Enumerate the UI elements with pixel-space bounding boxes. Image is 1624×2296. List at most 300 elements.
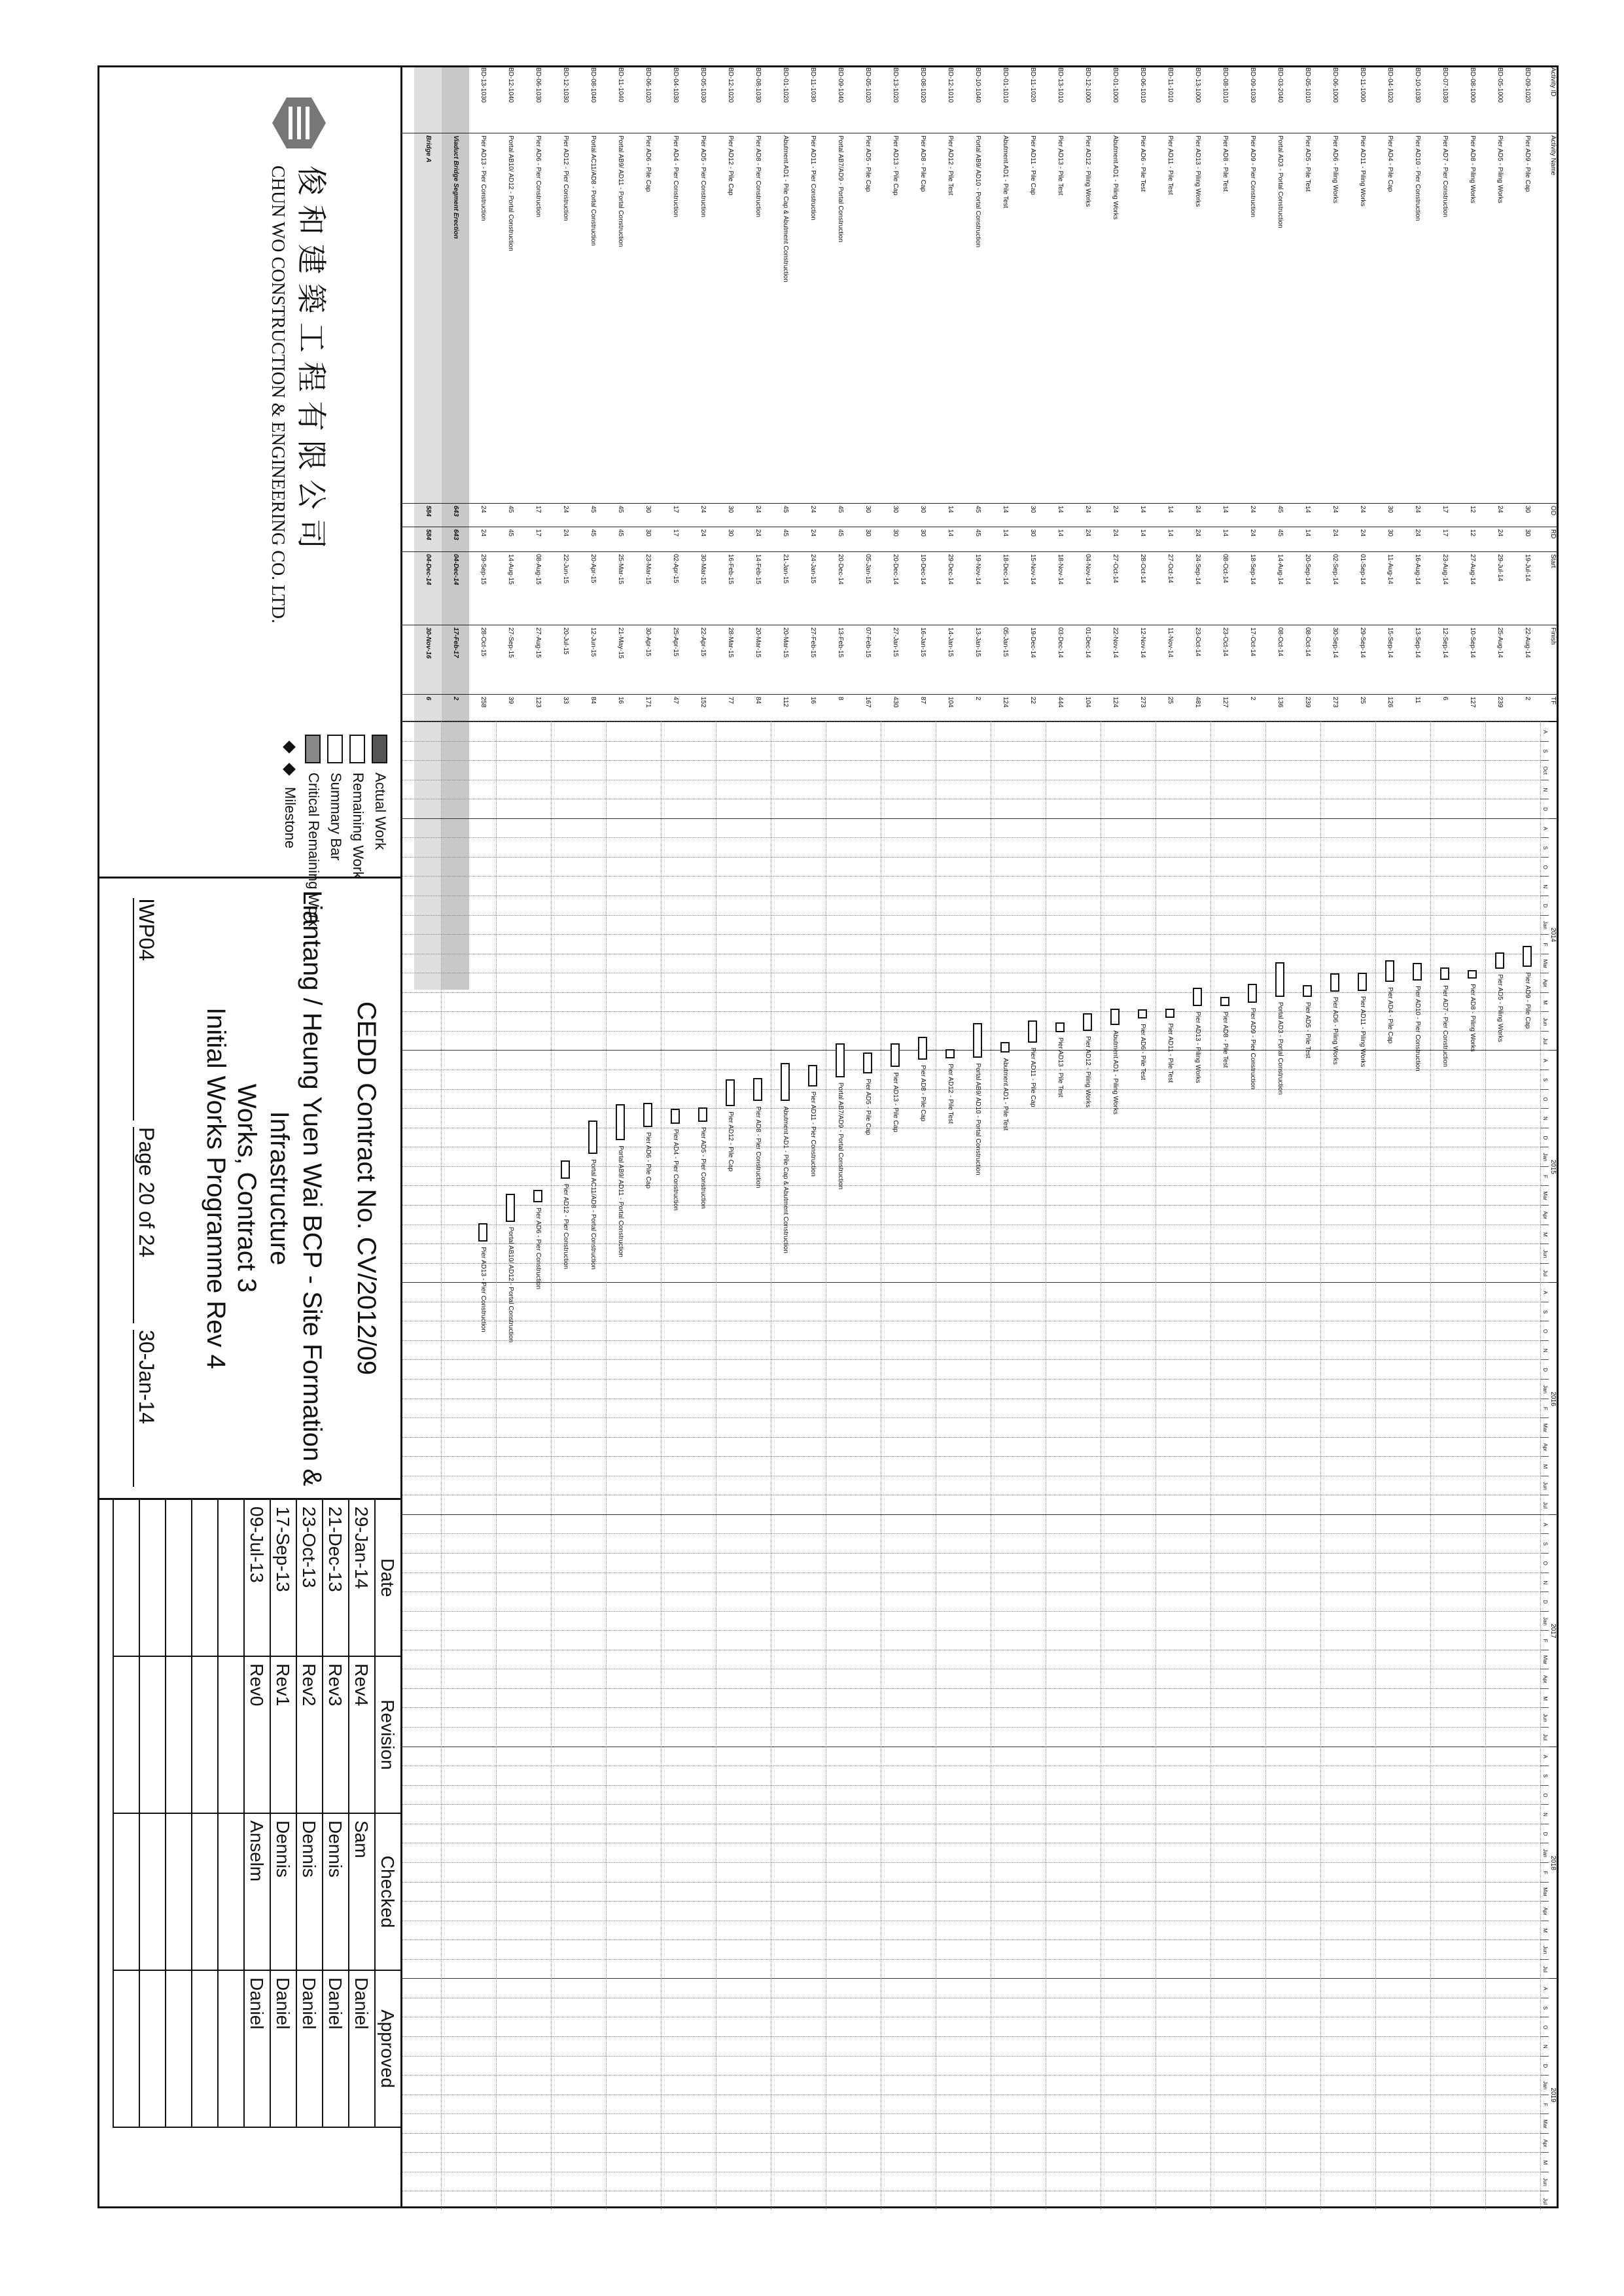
cell-id: BD-06-1030 <box>535 67 542 103</box>
cell-rd: 14 <box>1304 529 1311 537</box>
activity-bar-label: Abutment AD1 - Pile Cap & Abutment Construction <box>782 1106 789 1253</box>
cell-tf: 2 <box>974 697 981 701</box>
revision-cell <box>139 1814 165 1971</box>
activity-bar-label: Pier AD7 - Pier Construction <box>1441 985 1449 1068</box>
activity-bar-label: Pier AD11 - Pile Cap <box>1029 1047 1036 1107</box>
activity-bar <box>836 1043 845 1077</box>
issue-date: 30-Jan-14 <box>135 1330 158 1425</box>
milestone-diamond-icon <box>283 763 296 776</box>
cell-tf: 47 <box>672 697 679 704</box>
month-header: Oct <box>1541 760 1549 780</box>
cell-id: BD-07-1030 <box>1441 67 1449 103</box>
cell-id: BD-11-1010 <box>1167 67 1174 103</box>
cell-name: Pier AD8 - Piling Works <box>1469 135 1476 203</box>
cell-start: 27-Oct-14 <box>1112 554 1119 583</box>
revision-cell: Daniel <box>348 1971 374 2128</box>
cell-od: 24 <box>809 506 817 513</box>
cell-id: BD-13-1000 <box>1194 67 1201 103</box>
cell-tf: 239 <box>1304 697 1311 708</box>
cell-id: BD-12-1030 <box>562 67 569 103</box>
cell-start: 14-Aug-14 <box>1277 554 1284 585</box>
month-header: D <box>1541 2056 1549 2076</box>
activity-bar <box>1440 967 1449 980</box>
row-separator <box>1320 722 1321 2210</box>
month-header: S <box>1541 1998 1549 2018</box>
cell-finish: 13-Feb-15 <box>837 627 844 658</box>
gantt-timeline <box>402 722 1557 2210</box>
cell-id: BD-08-1040 <box>590 67 597 103</box>
activity-bar <box>1495 952 1504 969</box>
cell-tf: 136 <box>1277 697 1284 708</box>
revision-header-cell: Checked <box>374 1814 400 1971</box>
cell-od: 45 <box>507 506 514 513</box>
cell-finish: 20-Jul-15 <box>562 627 569 655</box>
cell-finish: 03-Dec-14 <box>1057 627 1064 658</box>
cell-tf: 273 <box>1332 697 1339 708</box>
cell-tf: 16 <box>809 697 817 704</box>
month-gridline <box>402 1959 1541 1960</box>
month-header: Jun <box>1541 1707 1549 1728</box>
revision-cell <box>113 1814 139 1971</box>
month-header: M <box>1541 1225 1549 1245</box>
activity-bar-label: Portal AB9/ AD10 - Portal Construction <box>974 1063 981 1175</box>
cell-rd: 45 <box>590 529 597 537</box>
cell-rd: 24 <box>1496 529 1504 537</box>
revision-cell <box>191 1657 217 1814</box>
row-separator <box>1265 722 1266 2210</box>
cell-name: Pier AD12 - Pile Cap <box>727 135 734 196</box>
month-header: Jul <box>1541 2191 1549 2211</box>
cell-od: 17 <box>672 506 679 513</box>
activity-bar-label: Pier AD13 - Pier Construction <box>480 1247 487 1332</box>
month-gridline <box>402 2036 1541 2037</box>
activity-bar-label: Pier AD11 - Pile Test <box>1167 1023 1174 1083</box>
activity-bar-label: Portal AD3 - Portal Construction <box>1277 1001 1284 1095</box>
revision-cell <box>191 1814 217 1971</box>
activity-bar <box>781 1063 790 1101</box>
cell-od: 30 <box>727 506 734 513</box>
cell-od: 24 <box>1084 506 1091 513</box>
revision-cell: 23-Oct-13 <box>296 1500 322 1657</box>
cell-finish: 01-Dec-14 <box>1084 627 1091 658</box>
header-od: OD <box>1549 506 1557 515</box>
cell-od: 24 <box>562 506 569 513</box>
month-gridline <box>402 1785 1541 1786</box>
cell-od: 30 <box>1386 506 1394 513</box>
activity-bar <box>1193 988 1202 1007</box>
month-header: D <box>1541 1592 1549 1612</box>
cell-finish: 17-Oct-14 <box>1249 627 1256 657</box>
month-header: Jun <box>1541 2172 1549 2192</box>
cell-rd: 17 <box>1441 529 1449 537</box>
cell-id: BD-05-1030 <box>699 67 707 103</box>
cell-tf: 39 <box>507 697 514 704</box>
cell-tf: 84 <box>590 697 597 704</box>
cell-od: 45 <box>590 506 597 513</box>
bottom-panel <box>97 67 402 2206</box>
month-gridline <box>402 1437 1541 1438</box>
year-header <box>1549 722 1557 819</box>
revision-header-cell: Approved <box>374 1971 400 2128</box>
legend-summary-bar-label: Summary Bar <box>328 773 344 861</box>
cell-name: Portal AB10/ AD12 - Portal Construction <box>507 135 514 251</box>
month-header: Jan <box>1541 2075 1549 2095</box>
row-separator <box>441 722 442 2210</box>
month-gridline <box>402 1166 1541 1167</box>
legend-remaining-work-label: Remaining Work <box>350 773 366 879</box>
cell-rd: 45 <box>782 529 789 537</box>
cell-rd: 24 <box>1249 529 1256 537</box>
cell-rd: 30 <box>1029 529 1036 537</box>
month-header: Mar <box>1541 1882 1549 1902</box>
row-separator <box>1430 722 1431 2210</box>
month-header: N <box>1541 2036 1549 2057</box>
month-gridline <box>402 1901 1541 1902</box>
cell-name: Pier AD9 - Pile Cap <box>1524 135 1531 192</box>
activity-bar <box>1303 985 1312 997</box>
cell-name: Pier AD11 - Pile Cap <box>1029 135 1036 195</box>
month-header: Apr <box>1541 973 1549 993</box>
activity-bar <box>698 1107 707 1122</box>
revision-header-cell: Revision <box>374 1657 400 1814</box>
month-gridline <box>402 1611 1541 1612</box>
critical-work-swatch <box>305 735 321 763</box>
cell-tf: 33 <box>562 697 569 704</box>
cell-rd: 643 <box>452 529 459 540</box>
cell-rd: 12 <box>1469 529 1476 537</box>
cell-tf: 8 <box>837 697 844 701</box>
cell-tf: 87 <box>919 697 927 704</box>
legend-milestone-label: Milestone <box>282 787 298 849</box>
cell-tf: 84 <box>754 697 762 704</box>
activity-bar-label: Pier AD6 - Pile Test <box>1139 1024 1146 1081</box>
revision-cell <box>217 1500 243 1657</box>
cell-id: BD-12-1020 <box>727 67 734 103</box>
month-gridline <box>402 2113 1541 2114</box>
cell-finish: 13-Jan-15 <box>974 627 981 657</box>
project-title-line1: Liantang / Heung Yuen Wai BCP - Site Formation & Infrastructure <box>265 890 327 1486</box>
cell-start: 23-Aug-14 <box>1441 554 1449 585</box>
activity-bar-label: Pier AD13 - Piling Works <box>1194 1011 1201 1083</box>
cell-start: 14-Aug-15 <box>507 554 514 585</box>
cell-rd: 30 <box>727 529 734 537</box>
cell-name: Portal AB9/ AD10 - Portal Construction <box>974 135 981 248</box>
project-title <box>230 878 328 1498</box>
cell-finish: 07-Feb-15 <box>864 627 872 658</box>
cell-start: 29-Jul-14 <box>1496 554 1504 582</box>
month-gridline <box>402 1359 1541 1360</box>
revision-header-cell: Date <box>374 1500 400 1657</box>
month-header: D <box>1541 1359 1549 1380</box>
cell-finish: 22-Apr-15 <box>699 627 707 657</box>
revision-cell: Dennis <box>322 1814 348 1971</box>
cell-tf: 16 <box>617 697 624 704</box>
revision-cell: Rev2 <box>296 1657 322 1814</box>
month-gridline <box>402 1456 1541 1457</box>
cell-tf: 152 <box>699 697 707 708</box>
revision-cell: Sam <box>348 1814 374 1971</box>
month-header: Mar <box>1541 954 1549 974</box>
activity-bar <box>1000 1042 1010 1053</box>
month-gridline <box>402 1630 1541 1631</box>
revision-cell <box>165 1971 191 2128</box>
month-gridline <box>402 1282 1541 1283</box>
cell-name: Pier AD8 - Pile Test <box>1222 135 1229 192</box>
cell-id: BD-04-1020 <box>1386 67 1394 103</box>
cell-tf: 22 <box>1029 697 1036 704</box>
programme-title: Initial Works Programme Rev 4 <box>202 1007 230 1369</box>
cell-name: Bridge A <box>425 135 432 163</box>
month-gridline <box>402 1031 1541 1032</box>
cell-tf: 2 <box>452 697 459 701</box>
activity-bar <box>1358 973 1367 991</box>
cell-rd: 14 <box>1057 529 1064 537</box>
month-header: N <box>1541 1804 1549 1824</box>
revision-cell: 29-Jan-14 <box>348 1500 374 1657</box>
month-header: Jul <box>1541 1495 1549 1515</box>
revision-cell: Daniel <box>296 1971 322 2128</box>
cell-tf: 127 <box>1469 697 1476 708</box>
month-gridline <box>402 1688 1541 1689</box>
activity-bar-label: Abutment AD1 - Pile Test <box>1002 1058 1009 1131</box>
legend-milestone <box>281 735 298 848</box>
cell-tf: 2 <box>1524 697 1531 701</box>
month-header: D <box>1541 896 1549 916</box>
activity-bar-label: Portal AB10/ AD12 - Portal Construction <box>507 1226 514 1343</box>
cell-name: Pier AD6 - Piling Works <box>1332 135 1339 203</box>
month-header: Jan <box>1541 1843 1549 1863</box>
activity-bar-label: Pier AD12 - Pier Construction <box>562 1183 569 1270</box>
activity-bar <box>1083 1013 1092 1031</box>
header-rd: RD <box>1549 529 1557 539</box>
month-header: O <box>1541 1553 1549 1573</box>
revision-cell <box>139 1500 165 1657</box>
cell-od: 45 <box>782 506 789 513</box>
cell-id: BD-09-1030 <box>1249 67 1256 103</box>
cell-name: Pier AD11 - Pile Test <box>1167 135 1174 195</box>
project-title-line2: Works, Contract 3 <box>232 1083 261 1293</box>
document-code: IWP04 <box>135 898 158 962</box>
month-gridline <box>402 818 1541 819</box>
month-header: M <box>1541 992 1549 1013</box>
cell-id: BD-13-1020 <box>892 67 899 103</box>
month-header: N <box>1541 1108 1549 1128</box>
month-header: D <box>1541 1824 1549 1844</box>
activity-bar-label: Pier AD13 - Pile Cap <box>892 1072 899 1132</box>
cell-od: 14 <box>1139 506 1146 513</box>
cell-od: 24 <box>480 506 487 513</box>
cell-od: 30 <box>1029 506 1036 513</box>
cell-tf: 171 <box>644 697 652 708</box>
cell-start: 14-Feb-15 <box>754 554 762 585</box>
header-activity-name: Activity Name <box>1549 135 1557 176</box>
activity-bar-label: Pier AD11 - Pier Construction <box>809 1091 817 1177</box>
activity-bar-label: Portal AC11/AD8 - Portal Construction <box>590 1159 597 1270</box>
activity-bar <box>1275 962 1284 997</box>
cell-start: 01-Sep-14 <box>1359 554 1366 585</box>
cell-rd: 17 <box>535 529 542 537</box>
activity-bar-label: Pier AD5 - Piling Works <box>1496 974 1504 1043</box>
month-header: S <box>1541 1302 1549 1322</box>
revision-cell <box>165 1814 191 1971</box>
cell-name: Pier AD12 - Piling Works <box>1084 135 1091 207</box>
cell-finish: 30-Nov-16 <box>425 627 432 659</box>
cell-id: BD-08-1000 <box>1469 67 1476 103</box>
cell-od: 24 <box>1414 506 1421 513</box>
cell-tf: 127 <box>1222 697 1229 708</box>
cell-finish: 17-Feb-17 <box>452 627 459 658</box>
cell-od: 30 <box>919 506 927 513</box>
revision-cell: 21-Dec-13 <box>322 1500 348 1657</box>
cell-start: 29-Sep-15 <box>480 554 487 585</box>
cell-name: Pier AD6 - Pile Cap <box>644 135 652 192</box>
activity-bar <box>726 1079 735 1106</box>
cell-name: Pier AD12 - Pile Test <box>947 135 954 196</box>
month-gridline <box>402 2056 1541 2057</box>
cell-od: 45 <box>1277 506 1284 513</box>
cell-id: BD-12-1040 <box>507 67 514 103</box>
cell-start: 18-Sep-14 <box>1249 554 1256 585</box>
cell-start: 15-Nov-14 <box>1029 554 1036 585</box>
cell-finish: 12-Jun-15 <box>590 627 597 657</box>
activity-bar <box>945 1049 955 1059</box>
column-divider <box>402 551 1557 552</box>
cell-start: 25-Mar-15 <box>617 554 624 585</box>
month-gridline <box>402 992 1541 993</box>
cell-tf: 124 <box>1002 697 1009 708</box>
month-gridline <box>402 2133 1541 2134</box>
cell-id: BD-06-1000 <box>1332 67 1339 103</box>
revision-cell: Rev3 <box>322 1657 348 1814</box>
revision-cell <box>165 1500 191 1657</box>
cell-id: BD-10-1040 <box>974 67 981 103</box>
year-header: 2017 <box>1549 1514 1557 1747</box>
month-header: Jan <box>1541 1147 1549 1167</box>
cell-name: Pier AD8 - Pier Construction <box>754 135 762 218</box>
activity-bar-label: Pier AD8 - Pile Test <box>1222 1011 1229 1068</box>
activity-bar-label: Pier AD13 - Pile Test <box>1057 1037 1064 1098</box>
month-header: N <box>1541 780 1549 800</box>
cell-id: BD-05-1010 <box>1304 67 1311 103</box>
cell-tf: 25 <box>1167 697 1174 704</box>
cell-rd: 24 <box>699 529 707 537</box>
row-separator <box>1540 722 1541 2210</box>
activity-bar <box>973 1023 982 1058</box>
month-gridline <box>402 1882 1541 1883</box>
cell-rd: 24 <box>1332 529 1339 537</box>
month-header: Jul <box>1541 1959 1549 1979</box>
legend-actual-work-label: Actual Work <box>372 773 389 850</box>
cell-name: Pier AD9 - Pier Construction <box>1249 135 1256 218</box>
activity-bar-label: Pier AD6 - Pier Construction <box>535 1208 542 1290</box>
activity-bar-label: Portal AB7/AD9 - Portal Construction <box>837 1082 844 1190</box>
revision-cell <box>217 1657 243 1814</box>
month-header: Jan <box>1541 915 1549 935</box>
cell-finish: 20-Mar-15 <box>754 627 762 658</box>
cell-name: Pier AD4 - Pile Cap <box>1386 135 1394 192</box>
cell-od: 17 <box>535 506 542 513</box>
activity-bar <box>1138 1009 1147 1018</box>
cell-start: 04-Dec-14 <box>452 554 459 585</box>
cell-start: 19-Jul-14 <box>1524 554 1531 582</box>
cell-od: 14 <box>1304 506 1311 513</box>
cell-tf: 2 <box>1249 697 1256 701</box>
cell-name: Pier AD13 - Pier Construction <box>480 135 487 221</box>
activity-bar <box>1110 1009 1120 1025</box>
cell-finish: 08-Oct-14 <box>1277 627 1284 657</box>
activity-bar-label: Portal AB9/ AD11 - Portal Construction <box>617 1145 624 1257</box>
cell-tf: 273 <box>1139 697 1146 708</box>
month-header: Apr <box>1541 1669 1549 1689</box>
month-gridline <box>402 2152 1541 2153</box>
month-header: Jul <box>1541 1263 1549 1283</box>
cell-start: 18-Nov-14 <box>1057 554 1064 585</box>
cell-finish: 27-Aug-15 <box>535 627 542 658</box>
cell-start: 27-Aug-14 <box>1469 554 1476 585</box>
cell-rd: 24 <box>480 529 487 537</box>
month-header: Apr <box>1541 2133 1549 2153</box>
cell-name: Pier AD10 - Pier Construction <box>1414 135 1421 221</box>
cell-name: Portal AB7/AD9 - Portal Construction <box>837 135 844 243</box>
month-gridline <box>402 1804 1541 1805</box>
row-separator <box>551 722 552 2210</box>
activity-bar-label: Pier AD5 - Pier Construction <box>699 1126 707 1209</box>
year-header: 2018 <box>1549 1747 1557 1979</box>
cell-name: Pier AD13 - Pile Cap <box>892 135 899 196</box>
month-gridline <box>402 1553 1541 1554</box>
month-header: F <box>1541 1166 1549 1187</box>
cell-id: BD-08-1030 <box>754 67 762 103</box>
month-gridline <box>402 1727 1541 1728</box>
cell-tf: 6 <box>1441 697 1449 701</box>
cell-rd: 30 <box>864 529 872 537</box>
month-gridline <box>402 1379 1541 1380</box>
column-divider <box>402 503 1557 504</box>
cell-id: BD-01-1010 <box>1002 67 1009 103</box>
cell-finish: 10-Sep-14 <box>1469 627 1476 658</box>
cell-od: 14 <box>1002 506 1009 513</box>
cell-name: Portal AC11/AD8 - Portal Construction <box>590 135 597 246</box>
month-header: O <box>1541 1321 1549 1341</box>
cell-name: Pier AD8 - Pile Cap <box>919 135 927 192</box>
activity-bar-label: Pier AD12 - Pile Cap <box>727 1111 734 1172</box>
cell-start: 27-Oct-14 <box>1167 554 1174 583</box>
cell-tf: 25 <box>1359 697 1366 704</box>
cell-tf: 11 <box>1414 697 1421 704</box>
cell-rd: 17 <box>672 529 679 537</box>
revision-cell <box>191 1500 217 1657</box>
activity-bar <box>918 1037 927 1060</box>
month-header: M <box>1541 1688 1549 1709</box>
month-header: S <box>1541 1765 1549 1786</box>
month-header: M <box>1541 1456 1549 1476</box>
cell-finish: 20-Mar-15 <box>782 627 789 658</box>
page-underline <box>133 1127 134 1323</box>
month-header: Jun <box>1541 1939 1549 1960</box>
cell-finish: 22-Aug-14 <box>1524 627 1531 658</box>
cell-tf: 239 <box>1496 697 1504 708</box>
cell-od: 30 <box>1524 506 1531 513</box>
cell-name: Pier AD5 - Pile Cap <box>864 135 872 192</box>
company-logo-block <box>97 67 400 722</box>
cell-start: 04-Dec-14 <box>425 554 432 585</box>
cell-rd: 24 <box>1084 529 1091 537</box>
cell-finish: 30-Apr-15 <box>644 627 652 657</box>
header-activity-id: Activity ID <box>1549 67 1557 97</box>
cell-id: BD-10-1030 <box>1414 67 1421 103</box>
cell-finish: 14-Jan-15 <box>947 627 954 657</box>
month-header: Apr <box>1541 1437 1549 1457</box>
